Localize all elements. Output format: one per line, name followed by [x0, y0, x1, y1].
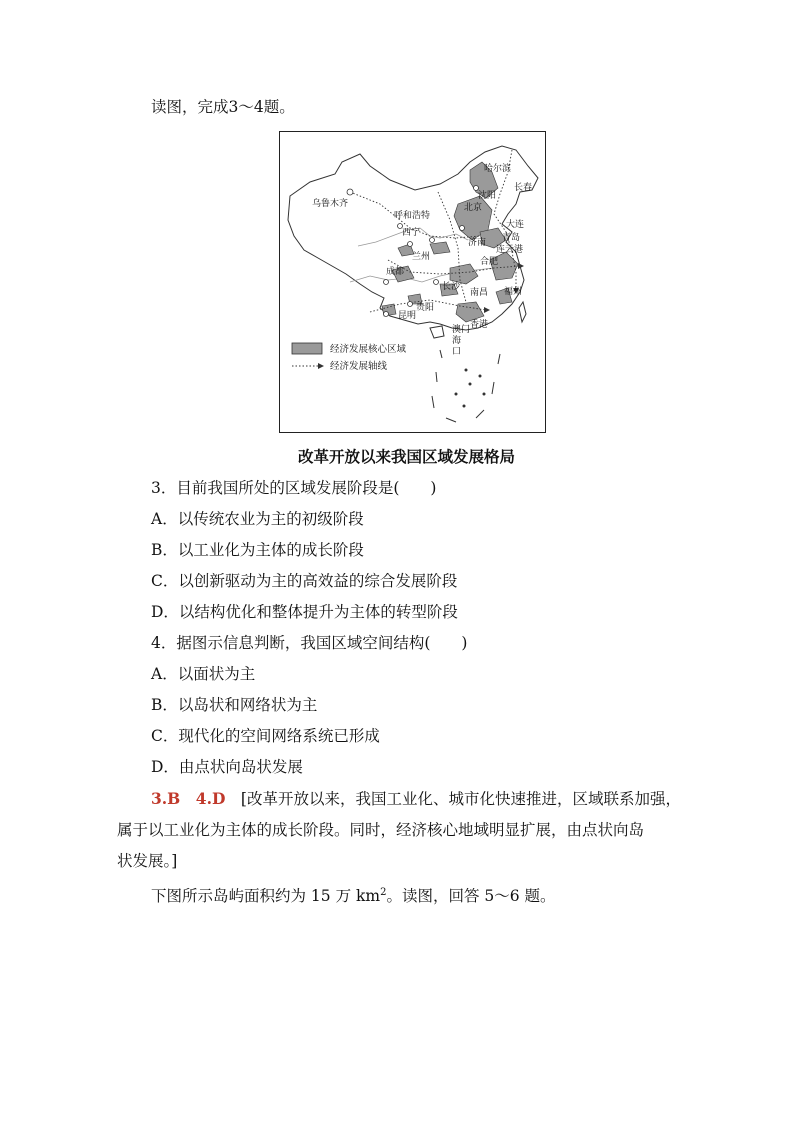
legend-core-label: 经济发展核心区域 — [330, 344, 407, 355]
core-pearl-delta — [456, 302, 484, 322]
label-fuzhou: 福州 — [504, 287, 523, 297]
answer-explanation-2: 属于以工业化为主体的成长阶段。同时，经济核心地域明显扩展，由点状向岛 — [117, 821, 645, 839]
label-macau: 澳门 — [452, 325, 471, 335]
q3-stem: 3．目前我国所处的区域发展阶段是( ) — [151, 479, 437, 497]
label-lianyungang: 连云港 — [496, 245, 524, 255]
label-harbin: 哈尔滨 — [484, 164, 512, 174]
label-chengdu: 成都 — [386, 267, 405, 277]
core-central — [450, 264, 478, 284]
label-hefei: 合肥 — [480, 257, 499, 267]
label-changsha: 长沙 — [442, 282, 461, 292]
taiwan-outline — [519, 302, 526, 322]
legend-axis-label: 经济发展轴线 — [330, 361, 388, 372]
china-region-map — [279, 131, 546, 433]
south-sea-islands — [432, 350, 500, 422]
q4-option-a: A．以面状为主 — [151, 665, 256, 683]
map-legend — [292, 343, 407, 372]
label-lanzhou: 兰州 — [412, 252, 431, 262]
label-hongkong: 香港 — [470, 320, 489, 330]
label-beijing: 北京 — [464, 203, 483, 213]
answer-explanation-3: 状发展。] — [117, 852, 178, 870]
next-question-intro — [151, 882, 556, 907]
q4-option-c: C．现代化的空间网络系统已形成 — [151, 727, 380, 745]
label-haikou-1: 海 — [452, 336, 462, 346]
label-urumqi: 乌鲁木齐 — [312, 199, 349, 209]
q3-option-c: C．以创新驱动为主的高效益的综合发展阶段 — [151, 572, 458, 590]
label-kunming: 昆明 — [398, 311, 417, 321]
q3-option-b: B．以工业化为主体的成长阶段 — [151, 541, 364, 559]
intro-text: 读图，完成3～4题。 — [151, 98, 295, 116]
next-intro-sup: 2 — [380, 887, 387, 898]
answer-line-1 — [151, 788, 681, 810]
label-dalian: 大连 — [506, 220, 525, 230]
answer-key: 3.B 4.D — [151, 789, 226, 808]
q3-option-d: D．以结构优化和整体提升为主体的转型阶段 — [151, 603, 458, 621]
next-intro-before: 下图所示岛屿面积约为 15 万 km — [151, 887, 381, 906]
q4-option-b: B．以岛状和网络状为主 — [151, 696, 318, 714]
label-qingdao: 青岛 — [502, 233, 521, 243]
label-haikou-2: 口 — [452, 347, 462, 357]
label-nanchang: 南昌 — [470, 288, 489, 298]
q4-stem: 4．据图示信息判断，我国区域空间结构( ) — [151, 634, 468, 652]
yangtze-river — [350, 266, 512, 282]
q4-option-d: D．由点状向岛状发展 — [151, 758, 303, 776]
core-regions — [382, 162, 521, 322]
map-graphic — [280, 132, 547, 434]
label-changchun: 长春 — [514, 183, 533, 193]
next-intro-after: 。读图，回答 5～6 题。 — [386, 887, 556, 906]
core-xian — [430, 242, 450, 254]
label-hohhot: 呼和浩特 — [394, 211, 431, 221]
legend-core-swatch — [292, 343, 322, 354]
label-xining: 西宁 — [402, 228, 421, 238]
map-caption: 改革开放以来我国区域发展格局 — [298, 447, 516, 466]
answer-explanation-1: [改革开放以来，我国工业化、城市化快速推进，区域联系加强， — [240, 790, 681, 808]
hainan-outline — [430, 326, 444, 338]
label-guiyang: 贵阳 — [416, 303, 435, 313]
label-jinan: 济南 — [468, 238, 487, 248]
label-shenyang: 沈阳 — [478, 191, 497, 201]
q3-option-a: A．以传统农业为主的初级阶段 — [151, 510, 364, 528]
